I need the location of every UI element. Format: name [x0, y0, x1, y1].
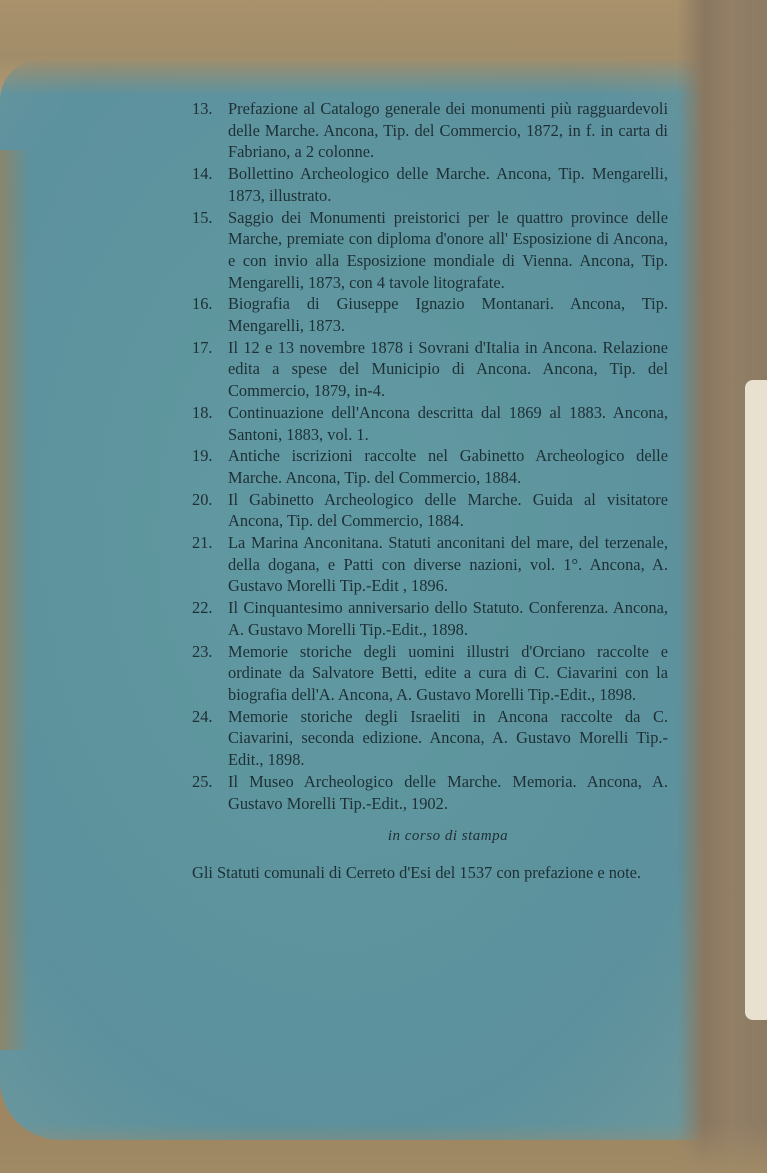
section-subheading: in corso di stampa: [387, 828, 509, 845]
entry-text: Antiche iscrizioni raccolte nel Gabinetto Archeologico delle Marche. Ancona, Tip. del Commercio, 1884.: [228, 446, 668, 487]
entry-number: 22.: [192, 598, 213, 618]
entry-text: Il Gabinetto Archeologico delle Marche. Guida al visitatore Ancona, Tip. del Commercio, 1884.: [228, 489, 668, 531]
bibliography-entry: [192, 445, 668, 488]
closing-entry: Gli Statuti comunali di Cerreto d'Esi del 1537 con prefazione e note.: [192, 862, 642, 882]
bibliography-entry: [192, 293, 668, 336]
entry-text: Continuazione dell'Ancona descritta dal 1869 al 1883. Ancona, Santoni, 1883, vol. 1.: [228, 402, 668, 444]
entry-number: 15.: [192, 207, 213, 227]
entry-text: Prefazione al Catalogo generale dei monumenti più ragguardevoli delle Marche. Ancona, Tip. del Commercio, 1872, in f. in carta di Fabriano, a 2 colonne.: [228, 99, 668, 162]
entry-text: La Marina Anconitana. Statuti anconitani del mare, del terzenale, della dogana, e Patti con diverse nazioni, vol. 1°. Ancona, A. Gustavo Morelli Tip.-Edit , 1896.: [228, 533, 668, 596]
bibliography-entry: [192, 98, 668, 163]
entry-number: 23.: [192, 641, 213, 661]
bibliography-entry: [192, 207, 668, 294]
entry-number: 24.: [192, 706, 213, 726]
bibliography-entry: [192, 163, 668, 206]
entry-number: 19.: [192, 446, 213, 466]
entry-number: 21.: [192, 533, 213, 553]
bibliography-entry: [192, 402, 668, 445]
bibliography-entry: [192, 597, 668, 640]
torn-paper-strip: [745, 380, 767, 1020]
bibliography-entry: [192, 532, 668, 597]
entry-number: 20.: [192, 489, 213, 509]
entry-number: 14.: [192, 164, 213, 184]
entry-text: Il 12 e 13 novembre 1878 i Sovrani d'Italia in Ancona. Relazione edita a spese del Municipio di Ancona. Ancona, Tip. del Commercio, 1879, in-4.: [228, 337, 668, 401]
entry-text: Il Museo Archeologico delle Marche. Memoria. Ancona, A. Gustavo Morelli Tip.-Edit., 1902.: [228, 771, 668, 813]
bibliography-entry: [192, 337, 668, 402]
paper-left-edge: [0, 150, 30, 1050]
entry-text: Il Cinquantesimo anniversario dello Statuto. Conferenza. Ancona, A. Gustavo Morelli Tip.-Edit., 1898.: [228, 598, 668, 639]
bibliography-entry: [192, 489, 668, 532]
entry-text: Biografia di Giuseppe Ignazio Montanari. Ancona, Tip. Mengarelli, 1873.: [228, 294, 668, 336]
entry-number: 18.: [192, 402, 213, 422]
entry-number: 17.: [192, 337, 213, 357]
entry-text: Saggio dei Monumenti preistorici per le quattro province delle Marche, premiate con diploma d'onore all' Esposizione di Ancona, e con invio alla Esposizione mondiale di Vienna. Ancona, Tip. Mengarelli, 1873, con 4 tavole litografate.: [228, 207, 668, 292]
entry-number: 16.: [192, 294, 213, 314]
bibliography-entry: [192, 771, 668, 814]
entry-text: Memorie storiche degli uomini illustri d'Orciano raccolte e ordinate da Salvatore Betti, edite a cura di C. Ciavarini con la biografia dell'A. Ancona, A. Gustavo Morelli Tip.-Edit., 1898.: [228, 641, 668, 704]
bibliography-entry: [192, 641, 668, 706]
paper-top-edge: [0, 0, 767, 95]
entry-text: Memorie storiche degli Israeliti in Ancona raccolte da C. Ciavarini, seconda edizione. Ancona, A. Gustavo Morelli Tip.-Edit., 1898.: [228, 706, 668, 770]
paper-bottom-edge: [0, 1123, 767, 1173]
entry-text: Bollettino Archeologico delle Marche. Ancona, Tip. Mengarelli, 1873, illustrato.: [228, 164, 668, 205]
entry-number: 13.: [192, 99, 213, 118]
entry-number: 25.: [192, 771, 213, 791]
bibliography-list: [192, 98, 668, 884]
bibliography-entry: [192, 706, 668, 771]
